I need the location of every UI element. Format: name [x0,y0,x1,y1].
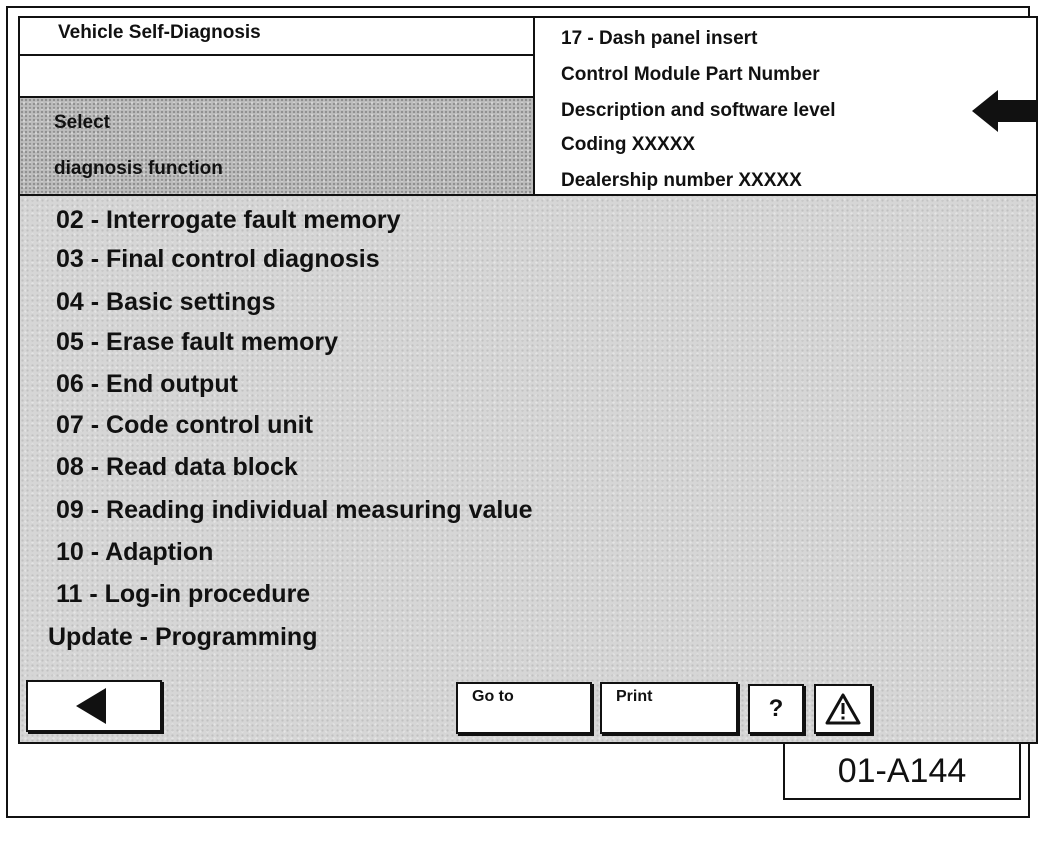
help-button-label: ? [768,695,784,722]
goto-button-label: Go to [472,688,514,705]
module-description: Description and software level [561,100,836,121]
menu-item-10[interactable]: 10 - Adaption [56,538,214,566]
module-name: 17 - Dash panel insert [561,28,758,49]
goto-button[interactable] [456,682,592,734]
menu-item-07[interactable]: 07 - Code control unit [56,411,313,439]
left-arrow-icon [972,88,1038,134]
screen-title [20,18,535,56]
diagnosis-screen [18,16,1038,744]
menu-item-11[interactable]: 11 - Log-in procedure [56,580,311,608]
module-coding: Coding XXXXX [561,134,696,155]
figure-reference-text: 01-A144 [837,751,967,790]
menu-item-02[interactable]: 02 - Interrogate fault memory [56,206,401,234]
back-triangle-icon [74,686,114,726]
select-prompt-panel [20,98,535,196]
back-button[interactable] [26,680,162,732]
print-button-label: Print [616,688,653,705]
help-button[interactable] [748,684,804,734]
screen-title-text: Vehicle Self-Diagnosis [58,22,261,43]
figure-frame [6,6,1030,818]
menu-item-05[interactable]: 05 - Erase fault memory [56,328,339,356]
module-info-panel [535,18,1036,196]
menu-item-06[interactable]: 06 - End output [56,370,238,398]
figure-reference [783,742,1021,800]
select-prompt-line2: diagnosis function [54,158,223,179]
module-part-number: Control Module Part Number [561,64,820,85]
menu-item-09[interactable]: 09 - Reading individual measuring value [56,496,533,524]
warning-button[interactable] [814,684,872,734]
menu-item-04[interactable]: 04 - Basic settings [56,288,276,316]
print-button[interactable] [600,682,738,734]
menu-item-03[interactable]: 03 - Final control diagnosis [56,245,380,273]
header-blank-field [20,56,535,98]
warning-triangle-icon [825,692,861,726]
select-prompt-line1: Select [54,112,110,133]
module-dealership: Dealership number XXXXX [561,170,802,191]
menu-item-08[interactable]: 08 - Read data block [56,453,298,481]
menu-item-update-programming[interactable]: Update - Programming [48,623,318,651]
